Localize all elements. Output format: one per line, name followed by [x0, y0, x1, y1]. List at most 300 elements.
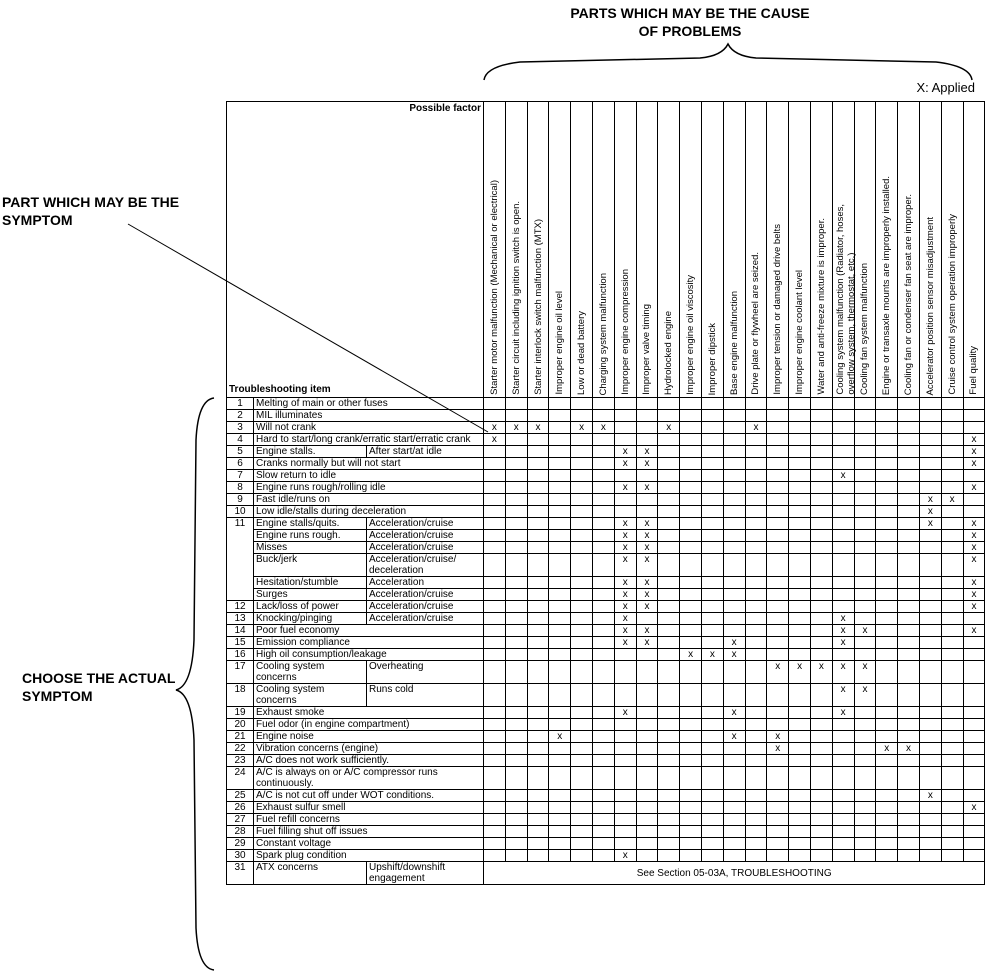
factor-column-header — [789, 102, 811, 398]
empty-cell — [549, 719, 571, 731]
empty-cell — [789, 518, 811, 530]
applied-mark: x — [963, 518, 985, 530]
empty-cell — [527, 814, 549, 826]
empty-cell — [484, 649, 506, 661]
empty-cell — [571, 589, 593, 601]
empty-cell — [701, 506, 723, 518]
symptom-cell: Fast idle/runs on — [254, 494, 484, 506]
empty-cell — [898, 410, 920, 422]
empty-cell — [898, 542, 920, 554]
item-number: 6 — [227, 458, 254, 470]
empty-cell — [571, 518, 593, 530]
empty-cell — [527, 826, 549, 838]
factor-label: Improper dipstick — [706, 322, 718, 395]
empty-cell — [854, 470, 876, 482]
empty-cell — [919, 707, 941, 719]
item-number: 25 — [227, 790, 254, 802]
factor-label: Water and anti-freeze mixture is improper. — [815, 218, 827, 395]
empty-cell — [898, 577, 920, 589]
empty-cell — [593, 814, 615, 826]
empty-cell — [505, 814, 527, 826]
empty-cell — [898, 482, 920, 494]
empty-cell — [854, 422, 876, 434]
factor-column-header — [876, 102, 898, 398]
empty-cell — [723, 577, 745, 589]
empty-cell — [614, 731, 636, 743]
empty-cell — [505, 542, 527, 554]
empty-cell — [680, 743, 702, 755]
symptom-cell: Constant voltage — [254, 838, 484, 850]
applied-mark: x — [854, 684, 876, 707]
applied-mark: x — [963, 446, 985, 458]
empty-cell — [614, 410, 636, 422]
empty-cell — [789, 838, 811, 850]
symptom-part-label: PART WHICH MAY BE THE SYMPTOM — [2, 194, 180, 228]
empty-cell — [854, 637, 876, 649]
empty-cell — [854, 434, 876, 446]
empty-cell — [898, 826, 920, 838]
empty-cell — [658, 470, 680, 482]
empty-cell — [505, 684, 527, 707]
empty-cell — [614, 494, 636, 506]
empty-cell — [876, 661, 898, 684]
empty-cell — [876, 802, 898, 814]
empty-cell — [658, 494, 680, 506]
empty-cell — [701, 470, 723, 482]
applied-mark: x — [636, 542, 658, 554]
empty-cell — [745, 446, 767, 458]
empty-cell — [963, 398, 985, 410]
empty-cell — [680, 530, 702, 542]
condition-cell: Acceleration/cruise — [367, 601, 484, 613]
empty-cell — [505, 398, 527, 410]
applied-mark: x — [919, 506, 941, 518]
empty-cell — [593, 826, 615, 838]
empty-cell — [484, 577, 506, 589]
empty-cell — [745, 731, 767, 743]
empty-cell — [876, 637, 898, 649]
empty-cell — [745, 661, 767, 684]
applied-mark: x — [636, 482, 658, 494]
symptom-cell: High oil consumption/leakage — [254, 649, 484, 661]
empty-cell — [527, 838, 549, 850]
empty-cell — [571, 814, 593, 826]
factor-label: Improper valve timing — [641, 304, 653, 395]
empty-cell — [658, 434, 680, 446]
empty-cell — [701, 814, 723, 826]
applied-mark: x — [919, 518, 941, 530]
symptom-cell: Exhaust sulfur smell — [254, 802, 484, 814]
empty-cell — [614, 684, 636, 707]
empty-cell — [680, 707, 702, 719]
applied-mark: x — [963, 589, 985, 601]
empty-cell — [876, 755, 898, 767]
symptom-cell: Engine stalls. — [254, 446, 367, 458]
empty-cell — [658, 446, 680, 458]
empty-cell — [571, 649, 593, 661]
empty-cell — [484, 398, 506, 410]
empty-cell — [789, 446, 811, 458]
empty-cell — [680, 814, 702, 826]
empty-cell — [832, 494, 854, 506]
empty-cell — [745, 494, 767, 506]
empty-cell — [527, 601, 549, 613]
table-row — [227, 446, 985, 458]
empty-cell — [898, 790, 920, 802]
table-row — [227, 850, 985, 862]
empty-cell — [614, 434, 636, 446]
empty-cell — [614, 790, 636, 802]
applied-mark: x — [571, 422, 593, 434]
empty-cell — [636, 719, 658, 731]
empty-cell — [898, 422, 920, 434]
applied-mark: x — [614, 518, 636, 530]
empty-cell — [876, 458, 898, 470]
empty-cell — [549, 458, 571, 470]
empty-cell — [810, 613, 832, 625]
empty-cell — [614, 802, 636, 814]
empty-cell — [636, 434, 658, 446]
empty-cell — [876, 719, 898, 731]
empty-cell — [505, 637, 527, 649]
empty-cell — [549, 470, 571, 482]
empty-cell — [701, 743, 723, 755]
empty-cell — [658, 649, 680, 661]
applied-mark: x — [614, 625, 636, 637]
empty-cell — [680, 410, 702, 422]
empty-cell — [745, 625, 767, 637]
item-number: 20 — [227, 719, 254, 731]
applied-mark: x — [963, 554, 985, 577]
empty-cell — [810, 802, 832, 814]
empty-cell — [571, 826, 593, 838]
empty-cell — [680, 755, 702, 767]
applied-mark: x — [854, 661, 876, 684]
empty-cell — [549, 577, 571, 589]
empty-cell — [658, 506, 680, 518]
empty-cell — [658, 743, 680, 755]
empty-cell — [810, 542, 832, 554]
factor-label: Starter interlock switch malfunction (MTX) — [532, 219, 544, 395]
empty-cell — [614, 649, 636, 661]
empty-cell — [745, 542, 767, 554]
empty-cell — [810, 826, 832, 838]
condition-cell: Overheating — [367, 661, 484, 684]
empty-cell — [658, 542, 680, 554]
symptom-cell: Cooling system concerns — [254, 661, 367, 684]
item-number: 14 — [227, 625, 254, 637]
empty-cell — [505, 625, 527, 637]
item-number: 5 — [227, 446, 254, 458]
item-number: 7 — [227, 470, 254, 482]
empty-cell — [919, 542, 941, 554]
empty-cell — [571, 707, 593, 719]
empty-cell — [898, 661, 920, 684]
empty-cell — [484, 814, 506, 826]
empty-cell — [919, 470, 941, 482]
empty-cell — [593, 743, 615, 755]
factor-label: Base engine malfunction — [728, 290, 740, 395]
factor-label: Starter motor malfunction (Mechanical or electrical) — [488, 180, 500, 395]
table-row — [227, 601, 985, 613]
empty-cell — [593, 707, 615, 719]
empty-cell — [680, 506, 702, 518]
empty-cell — [636, 422, 658, 434]
empty-cell — [876, 410, 898, 422]
empty-cell — [789, 790, 811, 802]
empty-cell — [549, 637, 571, 649]
empty-cell — [832, 554, 854, 577]
empty-cell — [789, 589, 811, 601]
empty-cell — [593, 482, 615, 494]
empty-cell — [767, 434, 789, 446]
empty-cell — [723, 826, 745, 838]
empty-cell — [571, 755, 593, 767]
empty-cell — [963, 850, 985, 862]
empty-cell — [680, 601, 702, 613]
empty-cell — [898, 755, 920, 767]
item-number: 31 — [227, 862, 254, 885]
empty-cell — [571, 637, 593, 649]
empty-cell — [832, 446, 854, 458]
empty-cell — [876, 434, 898, 446]
empty-cell — [484, 446, 506, 458]
empty-cell — [876, 838, 898, 850]
empty-cell — [701, 613, 723, 625]
empty-cell — [658, 554, 680, 577]
empty-cell — [484, 506, 506, 518]
empty-cell — [701, 434, 723, 446]
empty-cell — [898, 850, 920, 862]
empty-cell — [593, 625, 615, 637]
symptom-cell: Poor fuel economy — [254, 625, 484, 637]
applied-mark: x — [614, 577, 636, 589]
factor-column-header — [898, 102, 920, 398]
applied-mark: x — [636, 458, 658, 470]
empty-cell — [745, 743, 767, 755]
empty-cell — [854, 577, 876, 589]
item-number: 29 — [227, 838, 254, 850]
empty-cell — [767, 470, 789, 482]
empty-cell — [484, 530, 506, 542]
empty-cell — [680, 422, 702, 434]
applied-mark: x — [680, 649, 702, 661]
empty-cell — [527, 731, 549, 743]
empty-cell — [593, 731, 615, 743]
empty-cell — [919, 613, 941, 625]
empty-cell — [941, 790, 963, 802]
empty-cell — [810, 518, 832, 530]
empty-cell — [876, 530, 898, 542]
empty-cell — [701, 446, 723, 458]
empty-cell — [854, 850, 876, 862]
empty-cell — [963, 719, 985, 731]
empty-cell — [680, 731, 702, 743]
empty-cell — [549, 661, 571, 684]
empty-cell — [723, 719, 745, 731]
empty-cell — [571, 458, 593, 470]
empty-cell — [593, 637, 615, 649]
empty-cell — [680, 838, 702, 850]
empty-cell — [767, 542, 789, 554]
condition-cell: Acceleration/cruise — [367, 613, 484, 625]
applied-mark: x — [614, 530, 636, 542]
empty-cell — [505, 446, 527, 458]
table-row — [227, 862, 985, 885]
empty-cell — [593, 458, 615, 470]
empty-cell — [810, 625, 832, 637]
empty-cell — [527, 470, 549, 482]
empty-cell — [527, 649, 549, 661]
applied-mark: x — [614, 637, 636, 649]
empty-cell — [745, 719, 767, 731]
empty-cell — [484, 850, 506, 862]
empty-cell — [876, 494, 898, 506]
empty-cell — [723, 601, 745, 613]
empty-cell — [898, 506, 920, 518]
empty-cell — [680, 554, 702, 577]
empty-cell — [810, 422, 832, 434]
empty-cell — [680, 518, 702, 530]
applied-mark: x — [832, 625, 854, 637]
empty-cell — [963, 649, 985, 661]
applied-mark: x — [614, 850, 636, 862]
empty-cell — [527, 661, 549, 684]
empty-cell — [941, 542, 963, 554]
applied-mark: x — [876, 743, 898, 755]
empty-cell — [789, 434, 811, 446]
empty-cell — [963, 767, 985, 790]
empty-cell — [810, 767, 832, 790]
applied-mark: x — [701, 649, 723, 661]
empty-cell — [898, 589, 920, 601]
empty-cell — [789, 530, 811, 542]
empty-cell — [919, 577, 941, 589]
empty-cell — [919, 661, 941, 684]
empty-cell — [658, 530, 680, 542]
applied-mark: x — [614, 482, 636, 494]
empty-cell — [658, 684, 680, 707]
empty-cell — [919, 601, 941, 613]
empty-cell — [941, 613, 963, 625]
empty-cell — [593, 530, 615, 542]
empty-cell — [614, 826, 636, 838]
symptom-cell: Fuel odor (in engine compartment) — [254, 719, 484, 731]
empty-cell — [810, 790, 832, 802]
symptom-cell: Vibration concerns (engine) — [254, 743, 484, 755]
applied-mark: x — [658, 422, 680, 434]
empty-cell — [680, 684, 702, 707]
empty-cell — [571, 838, 593, 850]
empty-cell — [723, 850, 745, 862]
empty-cell — [549, 625, 571, 637]
empty-cell — [593, 790, 615, 802]
empty-cell — [810, 601, 832, 613]
empty-cell — [614, 767, 636, 790]
empty-cell — [636, 814, 658, 826]
empty-cell — [571, 446, 593, 458]
applied-mark: x — [963, 530, 985, 542]
empty-cell — [941, 589, 963, 601]
empty-cell — [505, 707, 527, 719]
empty-cell — [527, 719, 549, 731]
empty-cell — [745, 790, 767, 802]
empty-cell — [614, 506, 636, 518]
empty-cell — [941, 398, 963, 410]
empty-cell — [680, 542, 702, 554]
empty-cell — [614, 755, 636, 767]
applied-mark: x — [832, 661, 854, 684]
empty-cell — [484, 470, 506, 482]
empty-cell — [941, 731, 963, 743]
empty-cell — [898, 838, 920, 850]
empty-cell — [789, 719, 811, 731]
empty-cell — [898, 446, 920, 458]
empty-cell — [571, 613, 593, 625]
empty-cell — [658, 838, 680, 850]
empty-cell — [919, 458, 941, 470]
empty-cell — [484, 482, 506, 494]
empty-cell — [745, 589, 767, 601]
applied-mark: x — [854, 625, 876, 637]
empty-cell — [658, 719, 680, 731]
empty-cell — [789, 458, 811, 470]
factor-column-header — [745, 102, 767, 398]
empty-cell — [854, 719, 876, 731]
factor-label: Improper engine coolant level — [794, 270, 806, 395]
empty-cell — [876, 707, 898, 719]
empty-cell — [854, 494, 876, 506]
factor-column-header — [701, 102, 723, 398]
empty-cell — [701, 802, 723, 814]
applied-mark: x — [745, 422, 767, 434]
empty-cell — [527, 850, 549, 862]
condition-cell: Upshift/downshift engagement — [367, 862, 484, 885]
symptom-cell: Slow return to idle — [254, 470, 484, 482]
empty-cell — [941, 554, 963, 577]
applied-mark: x — [767, 731, 789, 743]
empty-cell — [658, 601, 680, 613]
applied-mark: x — [963, 601, 985, 613]
empty-cell — [767, 755, 789, 767]
symptom-cell: Engine stalls/quits. — [254, 518, 367, 530]
empty-cell — [941, 446, 963, 458]
empty-cell — [789, 814, 811, 826]
empty-cell — [854, 649, 876, 661]
applied-mark: x — [527, 422, 549, 434]
empty-cell — [549, 434, 571, 446]
empty-cell — [549, 410, 571, 422]
empty-cell — [767, 577, 789, 589]
factor-label: Starter circuit including ignition switch is open. — [510, 201, 522, 395]
empty-cell — [876, 577, 898, 589]
item-number: 17 — [227, 661, 254, 684]
empty-cell — [593, 850, 615, 862]
empty-cell — [941, 802, 963, 814]
empty-cell — [723, 613, 745, 625]
item-number: 3 — [227, 422, 254, 434]
applied-note: X: Applied — [916, 80, 975, 95]
empty-cell — [614, 661, 636, 684]
empty-cell — [745, 518, 767, 530]
empty-cell — [723, 506, 745, 518]
empty-cell — [832, 649, 854, 661]
symptom-cell: Cooling system concerns — [254, 684, 367, 707]
factor-label: Cooling fan or condenser fan seat are improper. — [903, 193, 915, 395]
possible-factor-label: Possible factor — [409, 103, 482, 114]
empty-cell — [571, 494, 593, 506]
empty-cell — [723, 767, 745, 790]
